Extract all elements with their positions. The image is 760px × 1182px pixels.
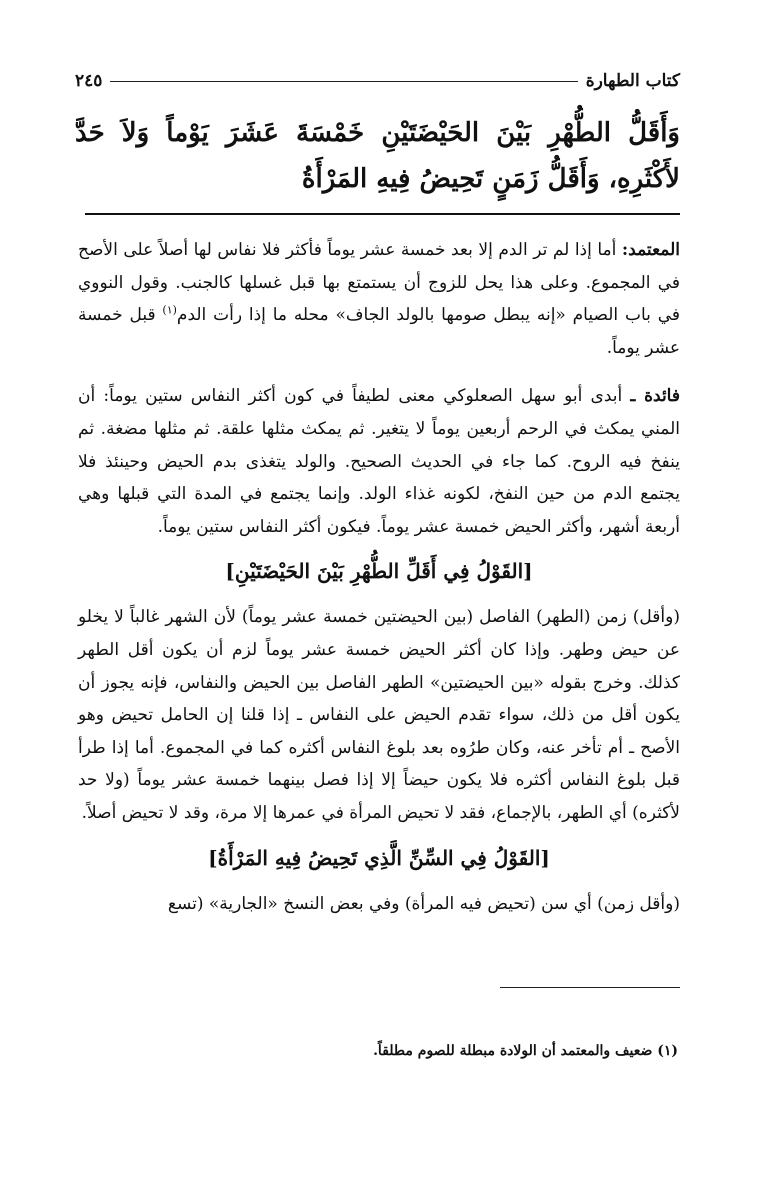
paragraph-tuhr: (وأقل) زمن (الطهر) الفاصل (بين الحيضتين خمسة عشر يوماً) لأن الشهر غالباً لا يخلو عن حيض وطهر. وإذا كان أكثر الحيض خمسة عشر يوماً لزم أن يكون أقل الطهر كذلك. وخرج بقوله «بين الحيضتين» الطهر الفاصل بين الحيض والنفاس، فإنه يجوز أن يكون أقل من ذلك، سواء تقدم الحيض على النفاس ـ إذا قلنا إن الحامل تحيض وهو الأصح ـ أم تأخر عنه، وكان طرُوه بعد بلوغ النفاس أكثره كما في المجموع. أما إذا طرأ قبل بلوغ النفاس أكثره فلا يكون حيضاً إلا إذا فصل بينهما خمسة عشر يوماً (ولا حد لأكثره) أي الطهر، بالإجماع، فقد لا تحيض المرأة في عمرها إلا مرة، وقد لا تحيض أصلاً. <box>78 607 680 823</box>
footnote <box>78 1040 678 1062</box>
paragraph-mutamad <box>78 234 680 364</box>
matn-text: وَأَقَلُّ الطُّهْرِ بَيْنَ الحَيْضَتَيْنِ خَمْسَةَ عَشَرَ يَوْماً وَلاَ حَدَّ لأَكْثَرِهِ، وَأَقَلُّ زَمَنٍ تَحِيضُ فِيهِ المَرْأَةُ <box>75 118 680 194</box>
paragraph-text: أبدى أبو سهل الصعلوكي معنى لطيفاً في كون أكثر النفاس ستين يوماً: أن المني يمكث في الرحم أربعين يوماً لا يتغير. ثم يمكث مثلها علقة. ثم مثلها مضغة. ثم ينفخ فيه الروح. كما جاء في الحديث الصحيح. والولد يتغذى بدم الحيض وحينئذ فلا يجتمع الدم من حين النفخ، لكونه غذاء الولد. وإنما يجتمع في المدة التي قبلها وهي أربعة أشهر، وأكثر الحيض خمسة عشر يوماً. فيكون أكثر النفاس ستين يوماً. <box>78 386 680 537</box>
page-number: ٢٤٥ <box>75 71 103 91</box>
footnote-separator <box>500 987 680 988</box>
matn-separator <box>85 213 680 215</box>
paragraph-text: أما إذا لم تر الدم إلا بعد خمسة عشر يوماً فأكثر فلا نفاس لها أصلاً على الأصح في المجموع. وعلى هذا يحل للزوج أن يستمتع بها قبل غسلها كالجنب. وقول النووي في باب الصيام «إنه يبطل صومها بالولد الجاف» محله ما إذا رأت الدم <box>78 240 680 326</box>
paragraph-faida <box>78 380 680 543</box>
paragraph-sinn: (وأقل زمن) أي سن (تحيض فيه المرأة) وفي بعض النسخ «الجارية» (تسع <box>167 893 680 914</box>
commentary <box>78 234 680 920</box>
footnote-reference: (١) <box>162 303 177 317</box>
footnote-mark: (١) <box>657 1043 678 1059</box>
section-heading-sinn: [القَوْلُ فِي السِّنِّ الَّذِي تَحِيضُ فِيهِ المَرْأَةُ] <box>208 845 550 870</box>
footnote-text: ضعيف والمعتمد أن الولادة مبطلة للصوم مطلقاً. <box>373 1043 653 1059</box>
paragraph-label: فائدة ـ <box>630 386 680 407</box>
chapter-title: كتاب الطهارة <box>585 71 680 91</box>
section-heading-tuhr: [القَوْلُ فِي أَقَلِّ الطُّهْرِ بَيْنَ الحَيْضَتَيْنِ] <box>225 559 533 584</box>
paragraph-text-continued: قبل خمسة عشر يوماً. <box>78 305 680 358</box>
running-header <box>75 66 680 96</box>
paragraph-label: المعتمد: <box>621 240 680 260</box>
header-rule <box>110 81 577 82</box>
